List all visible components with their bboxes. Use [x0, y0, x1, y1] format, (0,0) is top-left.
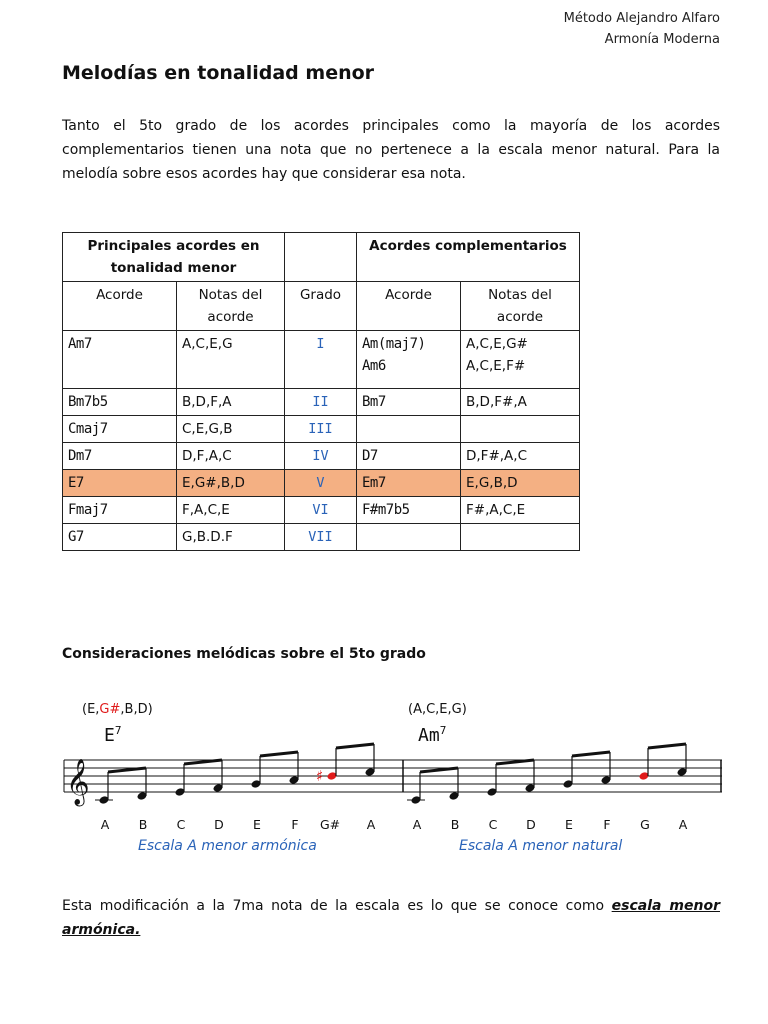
- cell-chord: E7: [63, 470, 177, 497]
- cell-grade: VI: [285, 497, 357, 524]
- right-measure-notes: [407, 744, 687, 805]
- cell-chord: Bm7b5: [63, 389, 177, 416]
- cell-comp-notes: [461, 331, 580, 389]
- cell-comp-chord: F#m7b5: [357, 497, 461, 524]
- note-label: G: [640, 817, 650, 832]
- header-course: Armonía Moderna: [604, 32, 720, 47]
- left-chord-notes-pre: (E,: [82, 702, 100, 717]
- left-chord-notes-post: ,B,D): [120, 702, 153, 717]
- note-label: A: [100, 817, 110, 832]
- cell-comp-chord: Em7: [357, 470, 461, 497]
- cell-chord: Dm7: [63, 443, 177, 470]
- cell-notes: C,E,G,B: [177, 416, 285, 443]
- left-chord-notes-red: G#: [99, 702, 121, 717]
- right-chord-ext: 7: [439, 724, 447, 737]
- right-chord-root: Am: [418, 725, 440, 746]
- cell-comp-chord: [357, 524, 461, 551]
- left-sharp-icon: ♯: [316, 767, 324, 785]
- cell-comp-notes: F#,A,C,E: [461, 497, 580, 524]
- note-label: C: [488, 817, 498, 832]
- section-subtitle: Consideraciones melódicas sobre el 5to grado: [62, 646, 426, 662]
- cell-chord: Cmaj7: [63, 416, 177, 443]
- note-label: D: [526, 817, 536, 832]
- cell-grade: II: [285, 389, 357, 416]
- right-scale-caption: Escala A menor natural: [459, 838, 623, 854]
- left-measure-notes: [95, 744, 375, 805]
- left-chord-notes: [82, 702, 153, 717]
- table-column-header-row: [63, 282, 580, 331]
- left-chord-ext: 7: [114, 724, 122, 737]
- cell-notes: G,B.D.F: [177, 524, 285, 551]
- note-label: E: [565, 817, 573, 832]
- note-label: B: [450, 817, 460, 832]
- right-beam: [420, 768, 458, 772]
- page-title: Melodías en tonalidad menor: [62, 62, 375, 84]
- intro-paragraph: Tanto el 5to grado de los acordes principales como la mayoría de los acordes complementarios tienen una nota que no pertenece a la escala menor natural. Para la melodía sobre esos acordes hay que considerar esa nota.: [62, 118, 720, 182]
- cell-comp-notes: [461, 416, 580, 443]
- page-header: [564, 8, 720, 50]
- group-header-complementary: Acordes complementarios: [357, 233, 580, 282]
- cell-comp-notes-1: A,C,E,G#: [466, 336, 528, 352]
- left-beam: [260, 752, 298, 756]
- note-label: A: [366, 817, 376, 832]
- closing-text: Esta modificación a la 7ma nota de la escala es lo que se conoce como: [62, 898, 612, 914]
- cell-comp-notes: [461, 524, 580, 551]
- table-row: [63, 497, 580, 524]
- table-group-header-row: [63, 233, 580, 282]
- note-label: D: [214, 817, 224, 832]
- group-header-spacer: [285, 233, 357, 282]
- cell-grade: VII: [285, 524, 357, 551]
- left-beam: [184, 760, 222, 764]
- right-chord-notes: (A,C,E,G): [408, 702, 467, 717]
- cell-comp-chord-1: Am(maj7): [362, 336, 426, 352]
- table-row: [63, 524, 580, 551]
- staff-lines: [64, 760, 722, 792]
- cell-comp-notes: D,F#,A,C: [461, 443, 580, 470]
- music-staff: [0, 740, 768, 810]
- table-row: [63, 443, 580, 470]
- treble-clef-icon: 𝄞: [66, 759, 90, 805]
- cell-comp-notes: E,G,B,D: [461, 470, 580, 497]
- cell-comp-chord: D7: [357, 443, 461, 470]
- right-beam: [572, 752, 610, 756]
- col-header-comp-notes: Notas del acorde: [461, 282, 580, 331]
- cell-comp-notes: B,D,F#,A: [461, 389, 580, 416]
- cell-comp-chord: [357, 416, 461, 443]
- cell-notes: B,D,F,A: [177, 389, 285, 416]
- cell-grade: V: [285, 470, 357, 497]
- cell-notes: E,G#,B,D: [177, 470, 285, 497]
- cell-notes: F,A,C,E: [177, 497, 285, 524]
- note-label: A: [412, 817, 422, 832]
- note-label: E: [253, 817, 261, 832]
- table-row: [63, 331, 580, 389]
- cell-chord: Am7: [63, 331, 177, 389]
- cell-comp-notes-2: A,C,E,F#: [466, 358, 526, 374]
- cell-chord: G7: [63, 524, 177, 551]
- cell-grade: IV: [285, 443, 357, 470]
- cell-grade: I: [285, 331, 357, 389]
- cell-comp-chord-2: Am6: [362, 358, 386, 374]
- left-beam: [336, 744, 374, 748]
- header-author: Método Alejandro Alfaro: [563, 11, 720, 26]
- cell-comp-chord: Bm7: [357, 389, 461, 416]
- left-scale-caption: Escala A menor armónica: [138, 838, 317, 854]
- cell-notes: A,C,E,G: [177, 331, 285, 389]
- right-beam: [648, 744, 686, 748]
- chords-table: [62, 232, 580, 551]
- note-label: B: [138, 817, 148, 832]
- cell-notes: D,F,A,C: [177, 443, 285, 470]
- closing-paragraph: [62, 894, 720, 942]
- cell-chord: Fmaj7: [63, 497, 177, 524]
- note-label: F: [291, 817, 299, 832]
- closing-emphasis: escala menor armónica.: [62, 898, 720, 938]
- note-label: G#: [320, 817, 341, 832]
- left-chord-root: E: [104, 725, 115, 746]
- cell-comp-chord: [357, 331, 461, 389]
- col-header-chord: Acorde: [63, 282, 177, 331]
- table-row-highlighted: [63, 470, 580, 497]
- col-header-grade: Grado: [285, 282, 357, 331]
- note-label: F: [603, 817, 611, 832]
- left-beam: [108, 768, 146, 772]
- col-header-notes: Notas del acorde: [177, 282, 285, 331]
- table-row: [63, 389, 580, 416]
- note-label: A: [678, 817, 688, 832]
- right-beam: [496, 760, 534, 764]
- note-label: C: [176, 817, 186, 832]
- group-header-principal: Principales acordes en tonalidad menor: [63, 233, 285, 282]
- table-row: [63, 416, 580, 443]
- cell-grade: III: [285, 416, 357, 443]
- col-header-comp-chord: Acorde: [357, 282, 461, 331]
